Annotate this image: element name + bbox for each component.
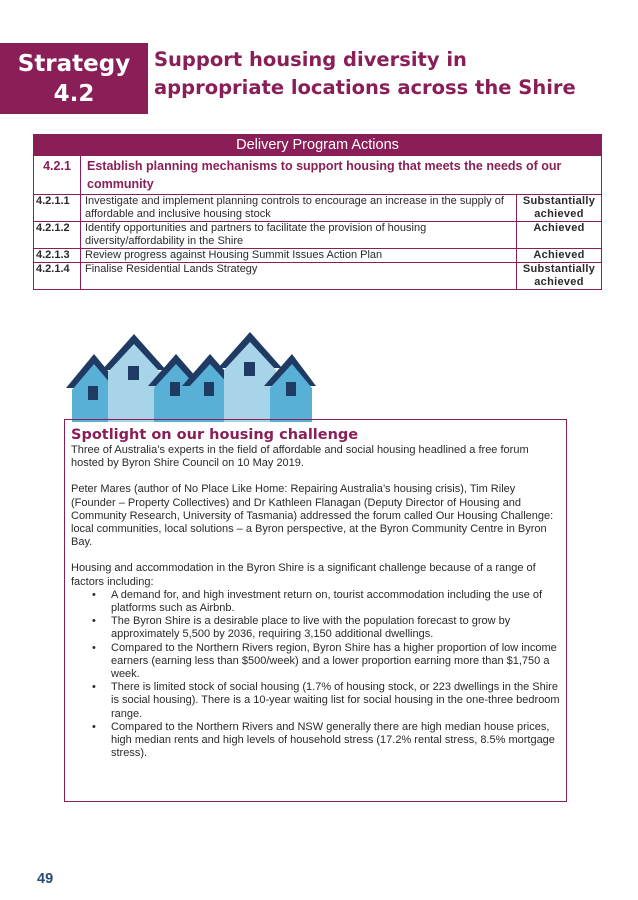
list-item: • Compared to the Northern Rivers region, Byron Shire has a higher proportion of low income earners (earning less than $500/week) and a lower proportion earning more than $1,750 a week. — [111, 642, 560, 682]
action-text: Investigate and implement planning controls to encourage an increase in the supply of affordable and inclusive housing stock — [81, 195, 517, 222]
list-item: • Compared to the Northern Rivers and NSW generally there are high median house prices, high median rents and high levels of household stress (17.2% rental stress, 8.5% mortgage stress). — [111, 721, 560, 761]
strategy-badge — [0, 43, 148, 114]
table-header: Delivery Program Actions — [34, 135, 602, 156]
spotlight-title: Spotlight on our housing challenge — [71, 427, 359, 443]
action-code: 4.2.1.1 — [34, 195, 81, 222]
table-row — [34, 195, 602, 222]
table-row — [34, 222, 602, 249]
strategy-number: 4.2 — [53, 81, 95, 107]
action-text: Identify opportunities and partners to facilitate the provision of housing diversity/affordability in the Shire — [81, 222, 517, 249]
title-line-2: appropriate locations across the Shire — [154, 76, 576, 99]
spotlight-paragraph: Three of Australia’s experts in the field of affordable and social housing headlined a free forum hosted by Byron Shire Council on 10 May 2019. — [71, 444, 529, 470]
status-badge: Achieved — [517, 249, 602, 263]
delivery-program-table — [33, 134, 602, 290]
action-code: 4.2.1.3 — [34, 249, 81, 263]
title-line-1: Support housing diversity in — [154, 48, 467, 71]
strategy-label: Strategy — [17, 51, 131, 77]
spotlight-paragraph: Housing and accommodation in the Byron Shire is a significant challenge because of a range of factors including: — [71, 562, 536, 588]
goal-code: 4.2.1 — [34, 156, 81, 195]
table-row — [34, 263, 602, 290]
status-badge: Achieved — [517, 222, 602, 249]
spotlight-paragraph: Peter Mares (author of No Place Like Home: Repairing Australia’s housing crisis), Tim Riley (Founder – Property Collectives) and Dr Kathleen Flanagan (Deputy Director of Housing and Community Research, University of Tasmania) addressed the forum called Our Housing Challenge: local communities, local solutions – a Byron perspective, at the Byron Community Centre in Byron Bay. — [71, 483, 554, 549]
factors-list — [71, 589, 560, 761]
goal-row — [34, 156, 602, 195]
list-item: • A demand for, and high investment return on, tourist accommodation including the use of platforms such as Airbnb. — [111, 589, 560, 615]
goal-text: Establish planning mechanisms to support housing that meets the needs of our community — [81, 156, 602, 195]
list-item: • There is limited stock of social housing (1.7% of housing stock, or 223 dwellings in the Shire is social housing). There is a 10-year waiting list for social housing in the one-three bedroom range. — [111, 681, 560, 721]
page-title — [154, 46, 624, 102]
spotlight-box — [64, 419, 567, 802]
action-text: Review progress against Housing Summit Issues Action Plan — [81, 249, 517, 263]
houses-illustration-icon — [60, 330, 320, 422]
status-badge: Substantially achieved — [517, 195, 602, 222]
action-code: 4.2.1.2 — [34, 222, 81, 249]
list-item: • The Byron Shire is a desirable place to live with the population forecast to grow by approximately 5,500 by 2036, requiring 3,150 additional dwellings. — [111, 615, 560, 641]
action-code: 4.2.1.4 — [34, 263, 81, 290]
action-text: Finalise Residential Lands Strategy — [81, 263, 517, 290]
status-badge: Substantially achieved — [517, 263, 602, 290]
table-row — [34, 249, 602, 263]
page-number: 49 — [37, 871, 54, 887]
